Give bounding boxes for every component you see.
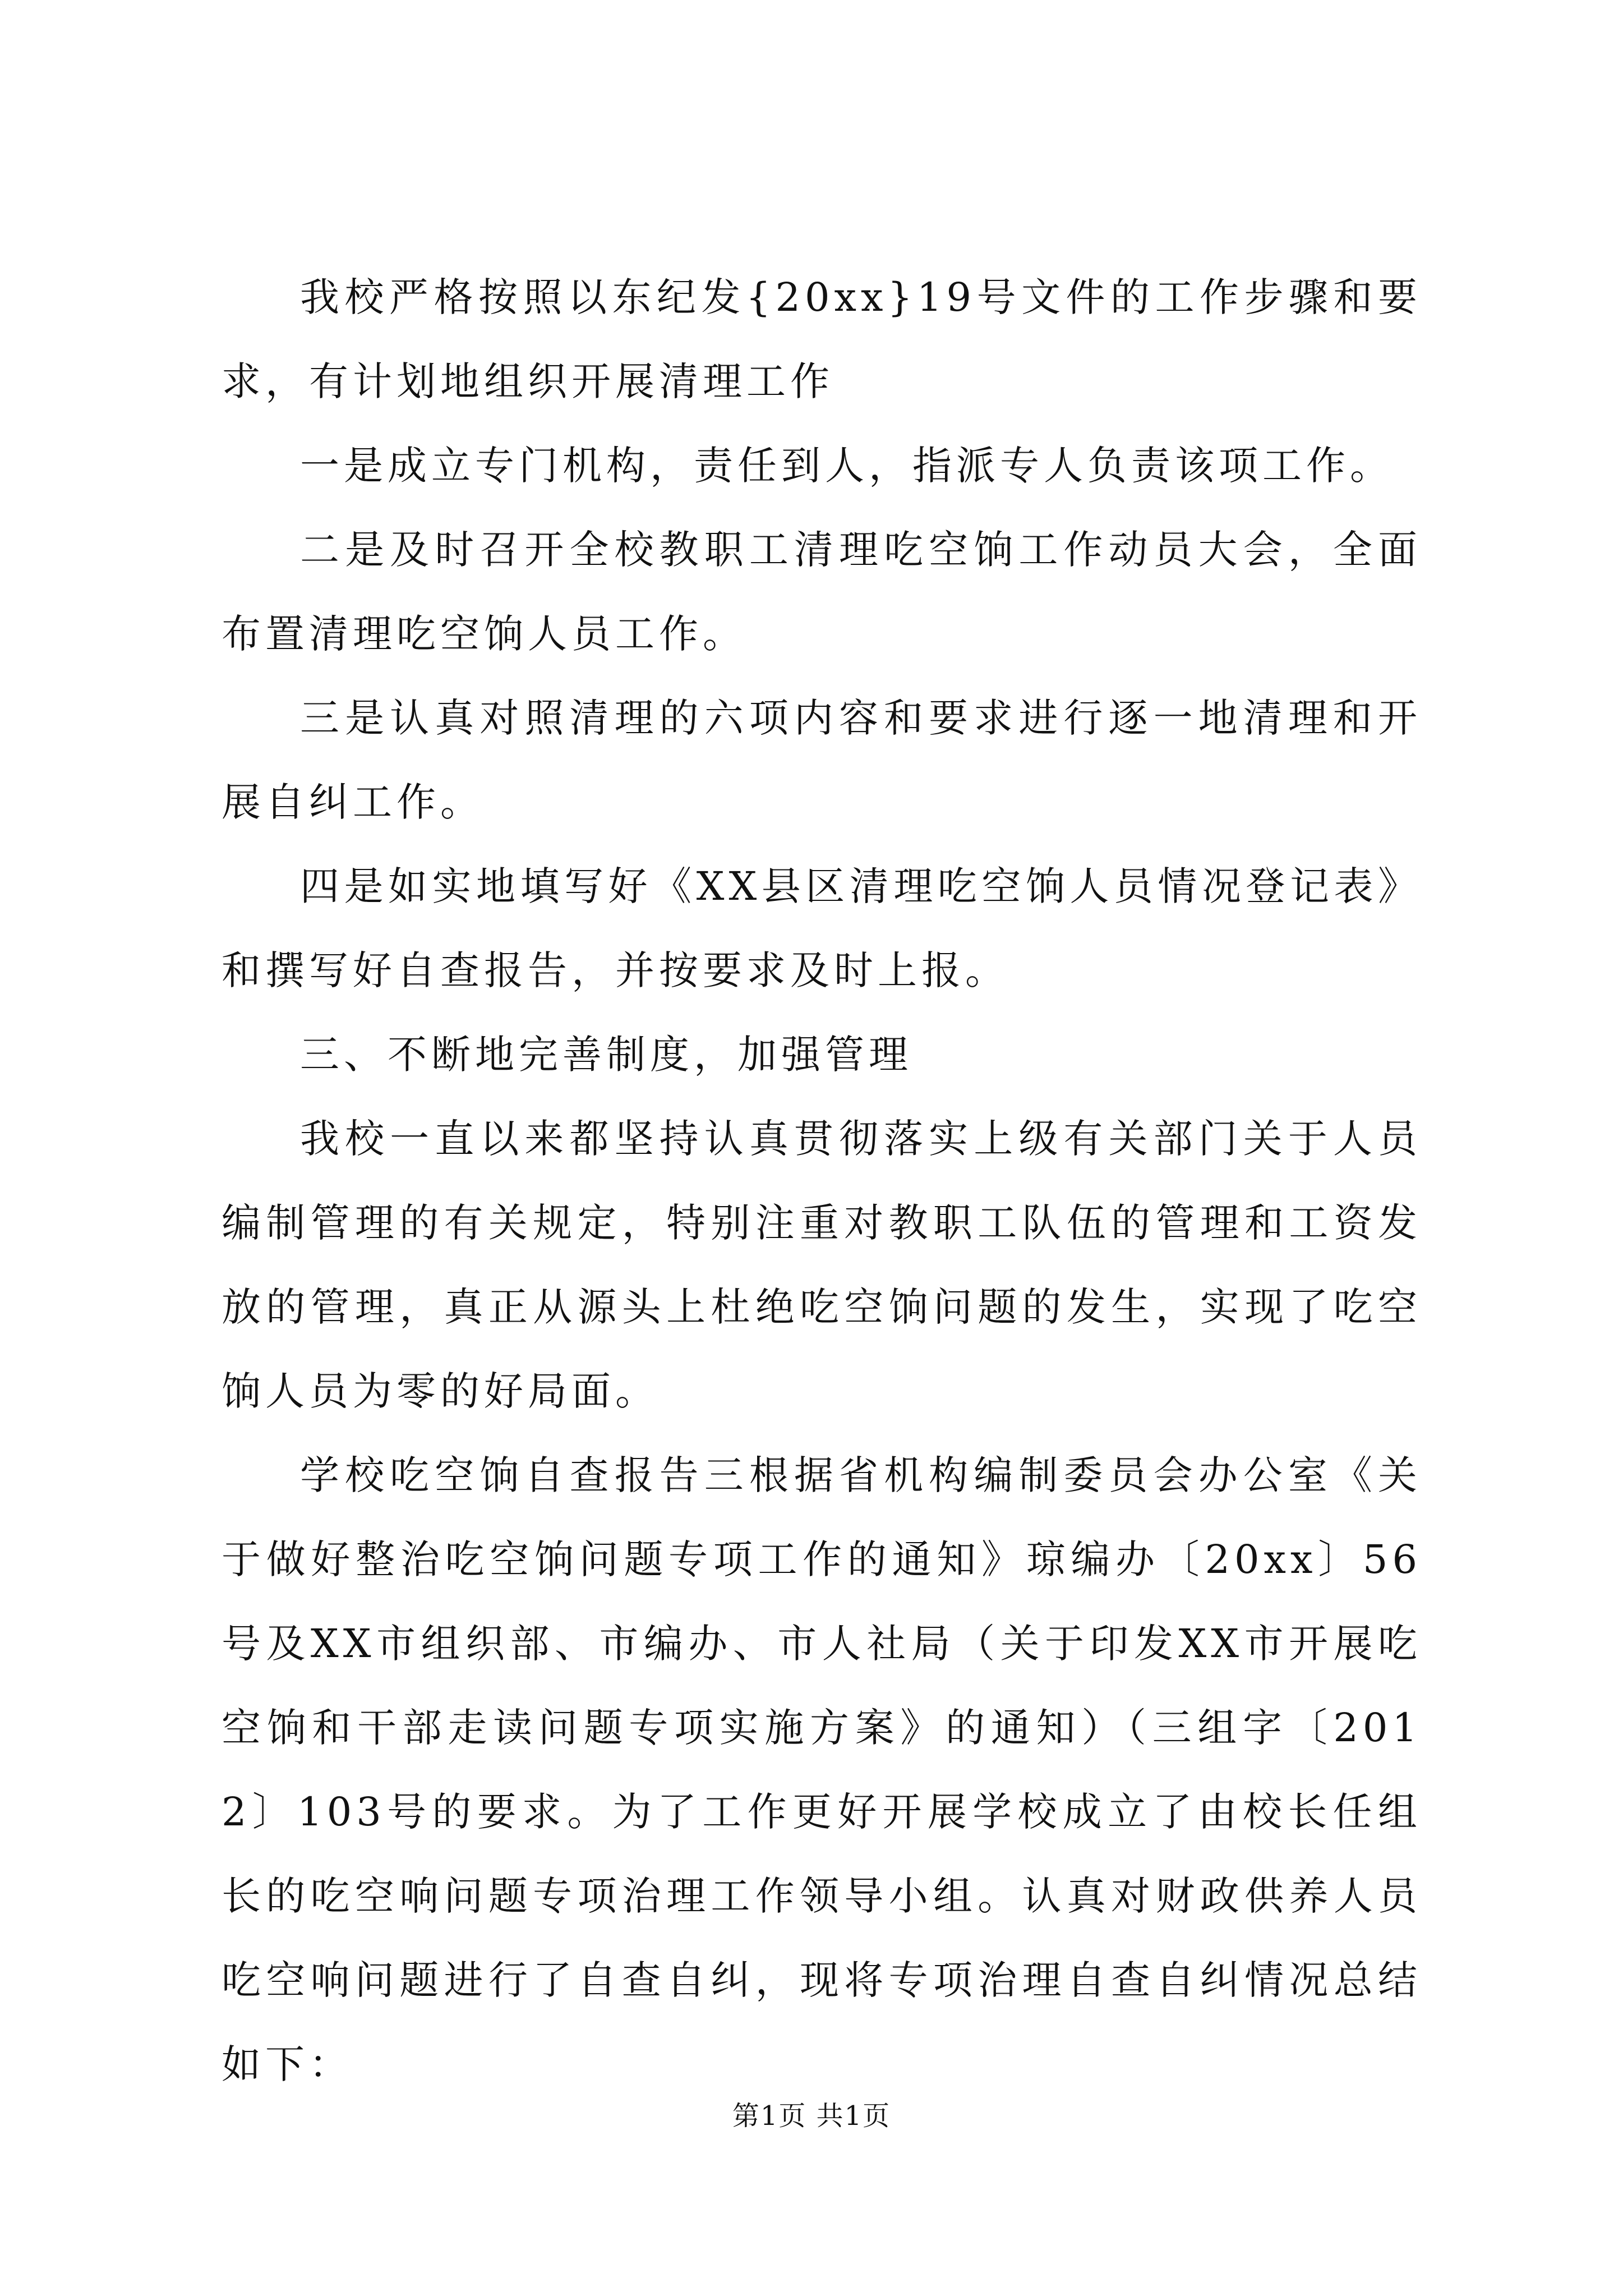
page-footer: 第1页 共1页 <box>732 2100 891 2132</box>
paragraph-4: 三是认真对照清理的六项内容和要求进行逐一地清理和开展自纠工作。 <box>222 695 1422 825</box>
paragraph-3: 二是及时召开全校教职工清理吃空饷工作动员大会，全面布置清理吃空饷人员工作。 <box>222 527 1422 657</box>
paragraph-2: 一是成立专门机构，责任到人，指派专人负责该项工作。 <box>300 443 1394 489</box>
document-body <box>222 255 1422 2106</box>
paragraph-1: 我校严格按照以东纪发{20xx}19号文件的工作步骤和要求，有计划地组织开展清理工作 <box>222 274 1422 404</box>
paragraph-5: 四是如实地填写好《XX县区清理吃空饷人员情况登记表》和撰写好自查报告，并按要求及时上报。 <box>222 863 1422 993</box>
section-heading: 三、不断地完善制度，加强管理 <box>300 1032 912 1078</box>
paragraph-7: 我校一直以来都坚持认真贯彻落实上级有关部门关于人员编制管理的有关规定，特别注重对教职工队伍的管理和工资发放的管理，真正从源头上杜绝吃空饷问题的发生，实现了吃空饷人员为零的好局面。 <box>222 1116 1422 1414</box>
paragraph-8: 学校吃空饷自查报告三根据省机构编制委员会办公室《关于做好整治吃空饷问题专项工作的通知》琼编办〔20xx〕56号及XX市组织部、市编办、市人社局（关于印发XX市开展吃空饷和干部走读问题专项实施方案》的通知）（三组字〔2012〕103号的要求。为了工作更好开展学校成立了由校长任组长的吃空响问题专项治理工作领导小组。认真对财政供养人员吃空响问题进行了自查自纠，现将专项治理自查自纠情况总结如下： <box>222 1452 1422 2087</box>
